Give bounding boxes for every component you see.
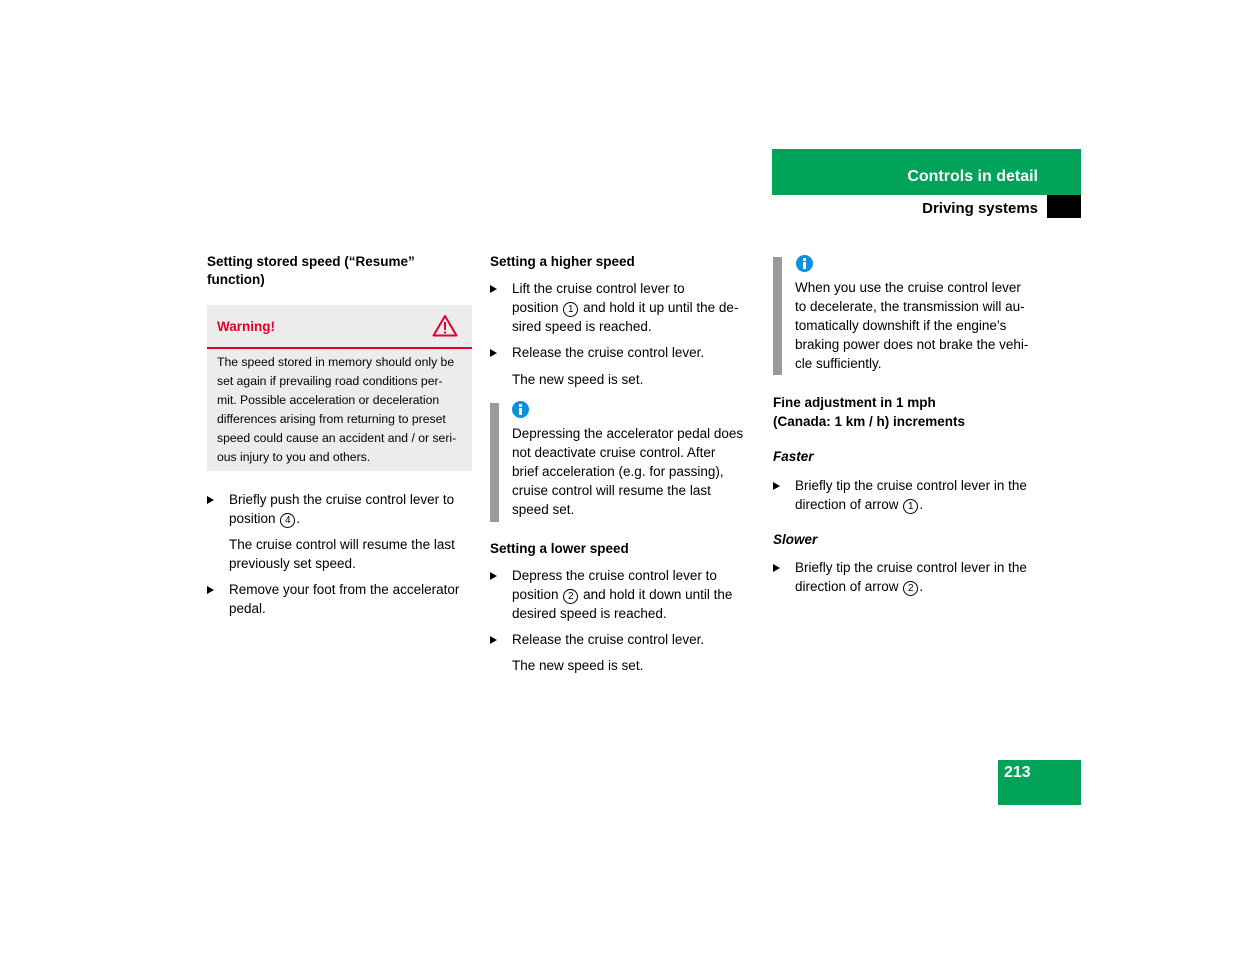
- bullet-arrow-icon: [490, 349, 497, 357]
- resume-result: The cruise control will resume the last previously set speed.: [229, 537, 455, 571]
- info-bar: [490, 403, 499, 522]
- arrow-number: 2: [903, 581, 918, 596]
- higher-result: The new speed is set.: [512, 372, 644, 387]
- bullet-arrow-icon: [207, 496, 214, 504]
- info-bar: [773, 257, 782, 375]
- page-number: 213: [1004, 764, 1031, 781]
- info-text: When you use the cruise control lever to decelerate, the transmission will au- tomatically downshift if the engine’s braking power does not brake the vehi- cle sufficiently.: [795, 280, 1029, 371]
- bullet-arrow-icon: [773, 564, 780, 572]
- bullet-arrow-icon: [490, 285, 497, 293]
- fine-adjustment-heading: Fine adjustment in 1 mph (Canada: 1 km / h) increments: [773, 395, 966, 429]
- info-text: Depressing the accelerator pedal does not deactivate cruise control. After brief acceleration (e.g. for passing), cruise control will resume the last speed set.: [512, 426, 744, 517]
- bullet-arrow-icon: [773, 482, 780, 490]
- slower-label: Slower: [773, 532, 818, 547]
- warning-triangle-icon: [432, 314, 458, 337]
- chapter-title: Controls in detail: [907, 168, 1038, 185]
- bullet-arrow-icon: [207, 586, 214, 594]
- section-marker: [1047, 195, 1081, 218]
- position-number: 1: [563, 302, 578, 317]
- info-icon: [512, 401, 529, 418]
- higher-speed-heading: Setting a higher speed: [490, 254, 635, 269]
- info-icon: [796, 255, 813, 272]
- lower-result: The new speed is set.: [512, 658, 644, 673]
- resume-heading: Setting stored speed (“Resume” function): [207, 254, 415, 287]
- position-number: 2: [563, 589, 578, 604]
- bullet-arrow-icon: [490, 572, 497, 580]
- lower-speed-heading: Setting a lower speed: [490, 541, 629, 556]
- warning-title: Warning!: [217, 319, 275, 334]
- position-number: 4: [280, 513, 295, 528]
- bullet-arrow-icon: [490, 636, 497, 644]
- arrow-number: 1: [903, 499, 918, 514]
- warning-divider: [207, 347, 472, 349]
- warning-text: The speed stored in memory should only be set again if prevailing road conditions per- mit. Possible acceleration or deceleration differences arising from returning to preset speed could cause an accident and / or seri- ous injury to you and others.: [217, 355, 457, 464]
- faster-label: Faster: [773, 449, 814, 464]
- section-title: Driving systems: [922, 200, 1038, 217]
